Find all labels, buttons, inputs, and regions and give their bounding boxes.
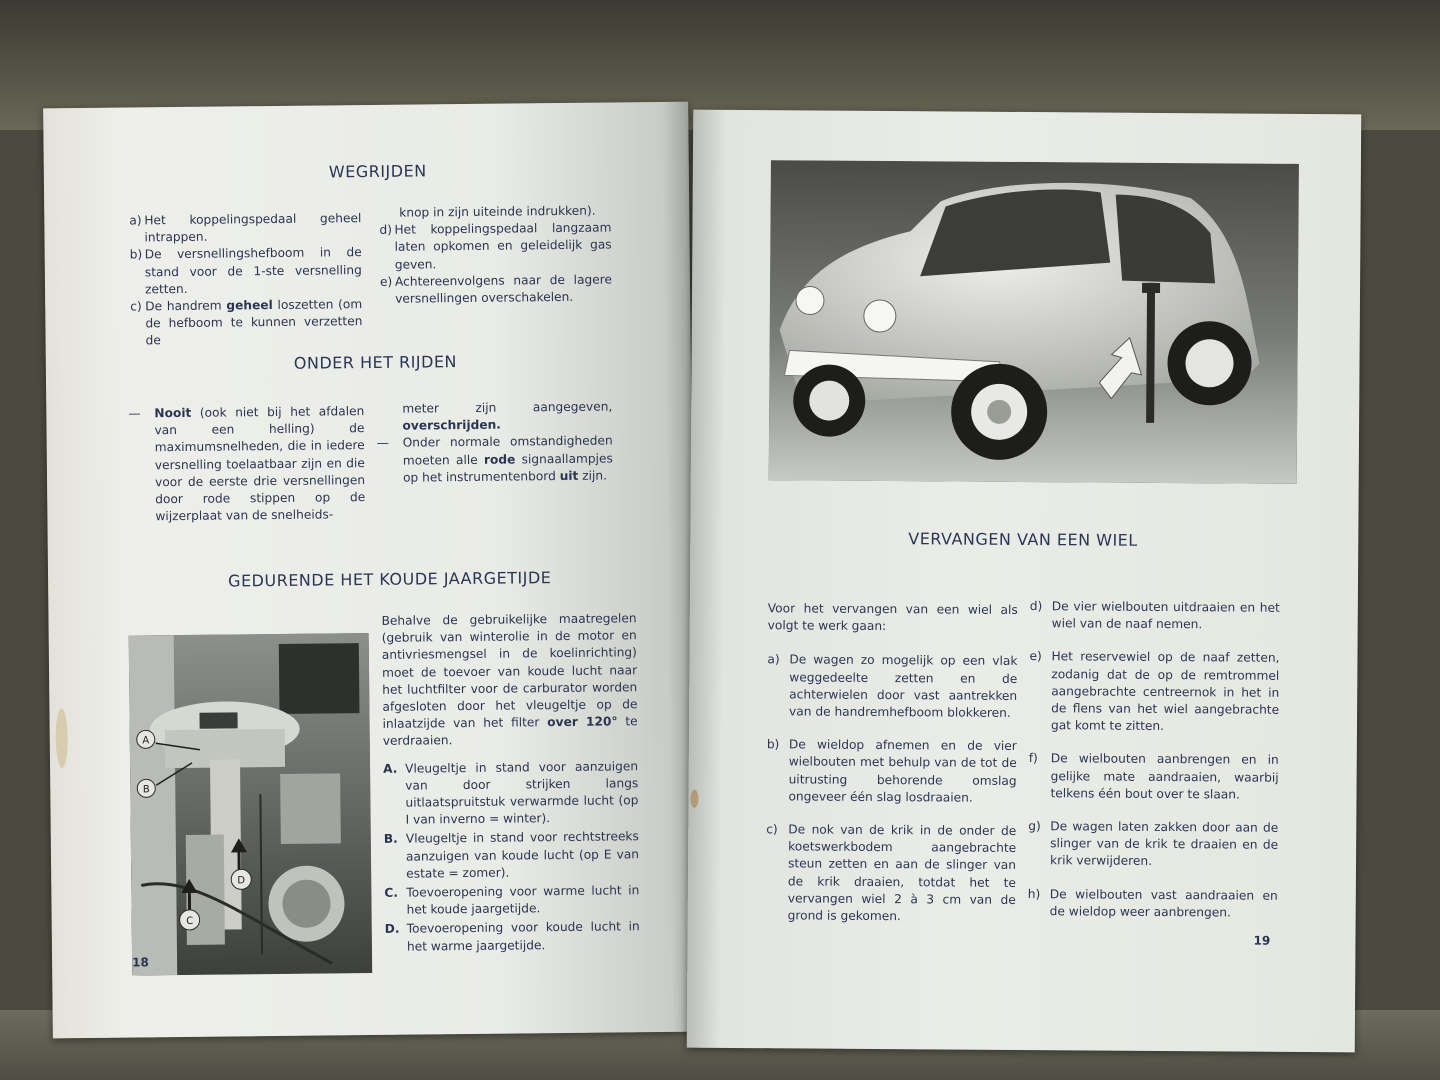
- bold-run: Nooit: [154, 405, 192, 421]
- item-marker: —: [376, 436, 389, 451]
- item-text: Toevoeropening voor warme lucht in het koude jaargetijde.: [406, 883, 640, 917]
- item-text: De wieldop afnemen en de vier wielbouten met behulp van de tot de uitrusting behorende omslag ongeveer één slag losdraaien.: [788, 737, 1017, 805]
- bold-run: geheel: [226, 298, 273, 313]
- callout-label-a: A: [142, 735, 150, 747]
- bold-run: overschrijden.: [402, 417, 501, 433]
- onder-col1: [128, 403, 365, 526]
- paper-stain: [55, 708, 68, 768]
- item-text: [403, 433, 614, 487]
- item-marker: c): [130, 299, 142, 314]
- text-run: De handrem: [145, 298, 227, 314]
- item-text: De nok van de krik in de onder de koetswerkbodem aangebrachte steun zetten en aan de slinger van de krik draaien, totdat het te vervangen wiel 2 à 3 cm van de grond is gekomen.: [787, 822, 1017, 924]
- page-number-left: 18: [132, 955, 149, 970]
- rust-stain: [690, 790, 698, 808]
- bold-run: rode: [483, 452, 516, 467]
- list-item: [379, 220, 612, 274]
- text-run: signaallampjes op het instrumentenbord: [402, 451, 613, 485]
- right-page: [687, 110, 1362, 1053]
- item-text: De wagen zo mogelijk op een vlak weggedeelte zetten en de achterwielen door vast aantrekken van de handremhefboom blokkeren.: [789, 652, 1018, 720]
- list-item: [130, 244, 363, 298]
- item-marker: d): [379, 222, 393, 238]
- list-item: [1028, 886, 1278, 922]
- item-marker: f): [1028, 751, 1038, 766]
- item-text: Het koppelingspedaal langzaam laten opkomen en geleidelijk gas geven.: [394, 220, 612, 272]
- item-text: Vleugeltje in stand voor rechtstreeks aanzuigen van koude lucht (op E van estate = zomer).: [405, 829, 640, 881]
- item-marker: A.: [383, 761, 398, 776]
- item-marker: e): [379, 274, 393, 289]
- text-run: Behalve de gebruikelijke maatregelen (gebruik van winterolie in de motor en antivriesmengsel in de koelinrichting) moet de toevoer van koude lucht naar het luchtfilter voor de carburator worden afgesloten door het vleugeltje op de inlaatzijde van het filter: [381, 611, 638, 732]
- item-marker: b): [766, 737, 780, 752]
- vervangen-col1: [766, 600, 1018, 926]
- list-item: [1030, 598, 1280, 634]
- vervangen-intro: Voor het vervangen van een wiel als volgt te werk gaan:: [767, 601, 1018, 634]
- koude-text: [381, 610, 640, 956]
- item-marker: D.: [384, 922, 400, 937]
- text-run: te verdraaien.: [382, 714, 638, 749]
- bold-run: uit: [559, 468, 579, 483]
- list-item: [384, 882, 639, 919]
- car-illustration: [769, 160, 1299, 484]
- vervangen-col2: [1028, 598, 1280, 922]
- item-text: De wielbouten aanbrengen en in gelijke mate aandraaien, waarbij telkens één bout over te slaan.: [1050, 751, 1279, 802]
- text-run: zijn.: [578, 468, 608, 483]
- item-marker: g): [1028, 819, 1041, 834]
- item-text: [154, 403, 365, 526]
- list-item: [766, 821, 1017, 926]
- heading-koude-jaargetijde: GEDURENDE HET KOUDE JAARGETIJDE: [228, 568, 552, 591]
- engine-illustration: [129, 633, 373, 975]
- list-item: [766, 736, 1016, 807]
- item-text: Het reservewiel op de naaf zetten, zodanig dat de op de remtrommel aangebrachte centreernok in het in de flens van het wiel aangebrachte gat komt te zitten.: [1050, 649, 1280, 734]
- item-text: Het koppelingspedaal geheel intrappen.: [144, 211, 362, 245]
- item-text: De vier wielbouten uitdraaien en het wiel van de naaf nemen.: [1051, 599, 1280, 632]
- left-page: [43, 102, 698, 1039]
- list-item: [385, 919, 640, 956]
- item-marker: b): [129, 247, 143, 262]
- heading-vervangen: VERVANGEN VAN EEN WIEL: [908, 529, 1138, 550]
- list-item: [380, 271, 612, 308]
- text-run: loszetten (om de hefboom te kunnen verzetten de: [145, 297, 363, 348]
- item-text: Toevoeropening voor koude lucht in het warme jaargetijde.: [406, 919, 640, 954]
- item-marker: —: [128, 406, 141, 421]
- callout-label-d: D: [237, 875, 246, 887]
- item-marker: C.: [384, 885, 399, 900]
- list-item: [129, 210, 361, 247]
- heading-onder-het-rijden: ONDER HET RIJDEN: [293, 352, 458, 373]
- koude-intro: [381, 610, 637, 750]
- list-item: [377, 433, 614, 487]
- callout-label-b: B: [142, 784, 150, 796]
- list-item: [384, 829, 640, 883]
- item-marker: d): [1029, 599, 1043, 614]
- continued-text: knop in zijn uiteinde indrukken).: [399, 203, 596, 220]
- item-marker: a): [129, 213, 142, 228]
- car-photo: [769, 160, 1299, 484]
- item-text: Vleugeltje in stand voor aanzuigen van door strijken langs uitlaatspruitstuk verwarmde lucht (op I van inverno = winter).: [405, 758, 639, 827]
- text-run: (ook niet bij het afdalen van een helling) de maximumsnelheden, die in iedere versnelling toelaatbaar zijn en die voor de eerste drie versnellingen door rode stippen op de wijzerplaat van de snelheids-: [154, 404, 366, 524]
- list-item: [1028, 750, 1278, 803]
- list-item: [130, 296, 363, 350]
- item-marker: a): [767, 652, 780, 667]
- heading-wegrijden: WEGRIJDEN: [328, 161, 427, 182]
- bold-run: over 120°: [547, 714, 618, 730]
- item-text: De wielbouten vast aandraaien en de wieldop weer aanbrengen.: [1049, 886, 1278, 920]
- list-item: [1028, 818, 1278, 871]
- item-text: [145, 296, 363, 350]
- page-number-right: 19: [1253, 933, 1271, 948]
- item-text: Achtereenvolgens naar de lagere versnellingen overschakelen.: [394, 272, 613, 306]
- list-item: [128, 403, 365, 526]
- callout-label-c: C: [186, 915, 194, 927]
- engine-photo: [129, 633, 373, 975]
- item-marker: h): [1027, 886, 1041, 901]
- wegrijden-col1: [129, 210, 362, 350]
- item-marker: B.: [383, 832, 398, 847]
- list-item: [1029, 648, 1280, 736]
- wegrijden-col2: [379, 202, 612, 308]
- list-item: [383, 758, 639, 829]
- continued-text: [376, 398, 612, 435]
- item-marker: c): [766, 822, 778, 837]
- item-text: De wagen laten zakken door aan de slinger van de krik te draaien en de krik verwijderen.: [1049, 819, 1279, 869]
- text-run: Onder normale omstandigheden moeten alle: [402, 433, 613, 468]
- item-text: De versnellingshefboom in de stand voor de 1-ste versnelling zetten.: [144, 245, 362, 297]
- item-marker: e): [1029, 649, 1042, 664]
- list-item: [767, 652, 1017, 723]
- onder-col2: [376, 398, 613, 486]
- text-run: meter zijn aangegeven,: [402, 399, 613, 416]
